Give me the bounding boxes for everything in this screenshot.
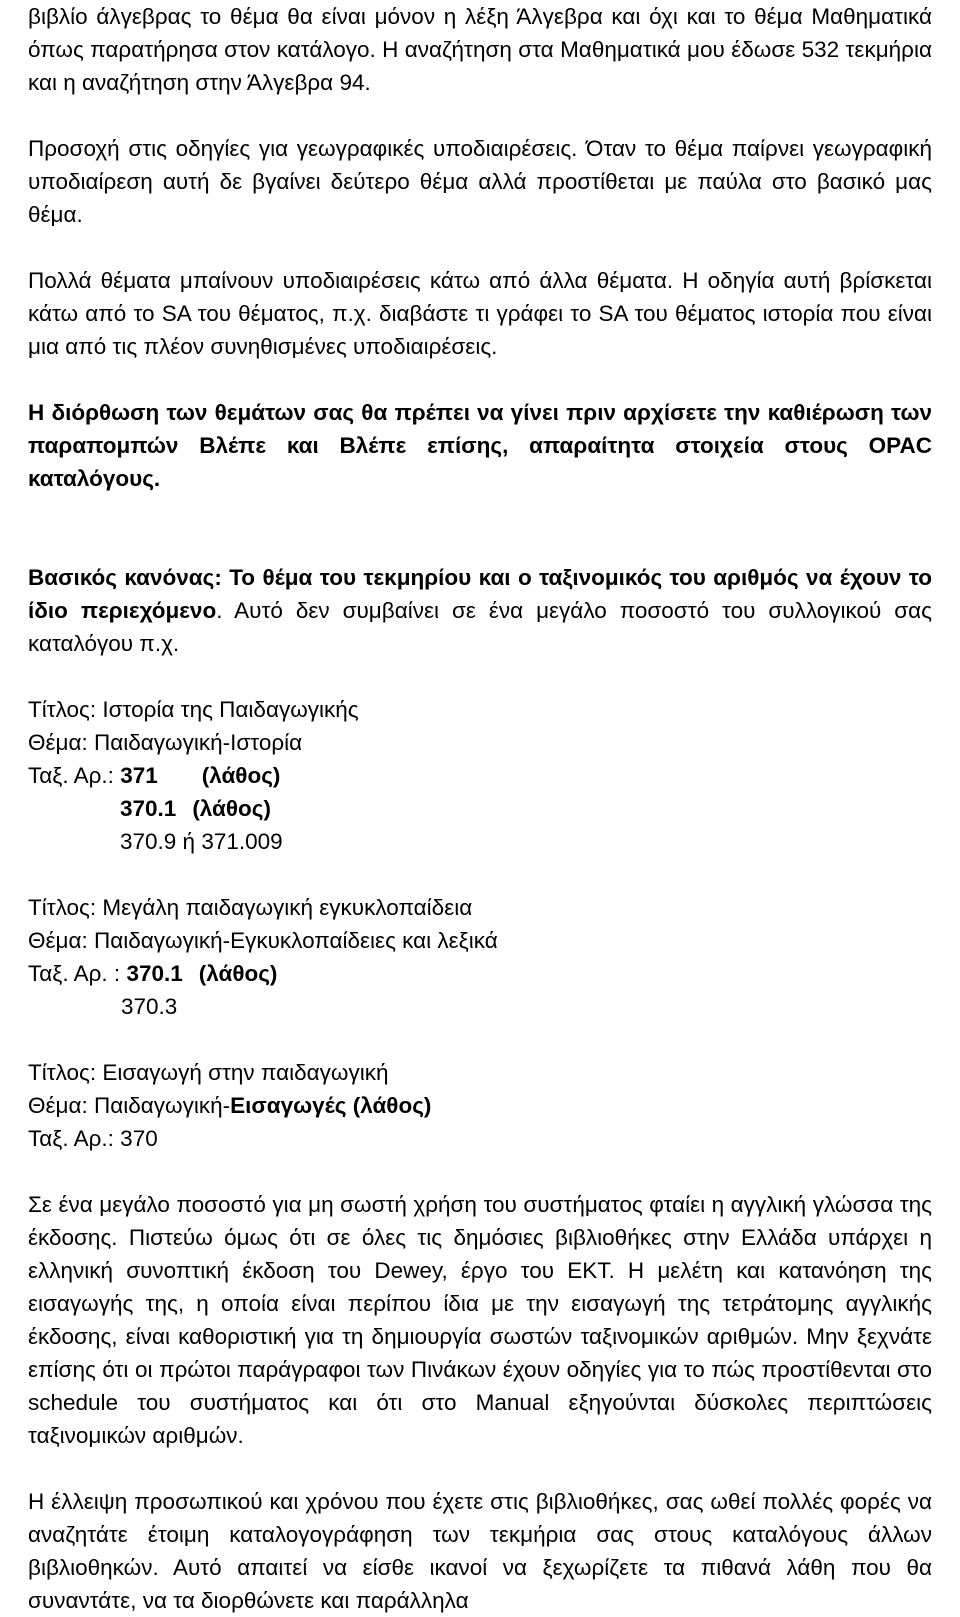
basic-rule-rest: . Αυτό δεν συμβαίνει σε ένα μεγάλο ποσοστό του συλλογικού σας καταλόγου π.χ. (28, 598, 933, 656)
example-1-value-2: 370.1 (120, 796, 177, 821)
example-1-correct-value: 370.9 ή 371.009 (120, 829, 283, 854)
example-3-class: Ταξ. Αρ.: 370 (28, 1126, 158, 1151)
example-3-subject (28, 1089, 932, 1122)
example-2-value-1: 370.1 (126, 961, 183, 986)
example-2-subject: Θέμα: Παιδαγωγική-Εγκυκλοπαίδειες και λεξικά (28, 928, 498, 953)
example-3 (28, 1056, 932, 1155)
paragraph-correction-before-references (28, 396, 932, 495)
example-1-subject: Θέμα: Παιδαγωγική-Ιστορία (28, 730, 303, 755)
example-2-error-1: (λάθος) (198, 961, 278, 986)
example-3-title: Τίτλος: Εισαγωγή στην παιδαγωγική (28, 1060, 389, 1085)
example-1 (28, 693, 932, 858)
example-2-correct-value: 370.3 (121, 994, 178, 1019)
paragraph-basic-rule (28, 561, 932, 660)
example-1-value-1: 371 (120, 763, 158, 788)
paragraph-subdivisions-under-subjects: Πολλά θέματα μπαίνουν υποδιαιρέσεις κάτω από άλλα θέματα. Η οδηγία αυτή βρίσκεται κάτω από το SA του θέματος, π.χ. διαβάστε τι γράφει το SA του θέματος ιστορία που είναι μια από τις πλέον συνηθισμένες υποδιαιρέσεις. (28, 268, 932, 359)
basic-rule-bold: Βασικός κανόνας: Το θέμα του τεκμηρίου και ο ταξινομικός του αριθμός να έχουν το ίδιο περιεχόμενο (28, 565, 932, 623)
example-1-class-line (28, 759, 932, 792)
example-1-error-1: (λάθος) (201, 763, 281, 788)
example-1-class-line-2 (28, 792, 932, 825)
paragraph-staff-shortage: Η έλλειψη προσωπικού και χρόνου που έχετε στις βιβλιοθήκες, σας ωθεί πολλές φορές να αναζητάτε έτοιμη καταλογογράφηση των τεκμήρια σας στους καταλόγους άλλων βιβλιοθηκών. Αυτό απαιτεί να είσθε ικανοί να ξεχωρίζετε τα πιθανά λάθη που θα συναντάτε, να τα διορθώνετε και παράλληλα (28, 1489, 932, 1613)
paragraph-geographic-subdivisions: Προσοχή στις οδηγίες για γεωγραφικές υποδιαιρέσεις. Όταν το θέμα παίρνει γεωγραφική υποδιαίρεση αυτή δε βγαίνει δεύτερο θέμα αλλά προστίθεται με παύλα στο βασικό μας θέμα. (28, 136, 932, 227)
example-3-subject-error: Εισαγωγές (λάθος) (230, 1093, 432, 1118)
example-1-title: Τίτλος: Ιστορία της Παιδαγωγικής (28, 697, 359, 722)
example-1-error-2: (λάθος) (192, 796, 271, 821)
example-2-title: Τίτλος: Μεγάλη παιδαγωγική εγκυκλοπαίδεια (28, 895, 473, 920)
paragraph-english-edition: Σε ένα μεγάλο ποσοστό για μη σωστή χρήση του συστήματος φταίει η αγγλική γλώσσα της έκδοσης. Πιστεύω όμως ότι σε όλες τις δημόσιες βιβλιοθήκες στην Ελλάδα υπάρχει η ελληνική συνοπτική έκδοση του Dewey, έργο του ΕΚΤ. Η μελέτη και κατανόηση της εισαγωγής της, η οποία είναι περίπου ίδια με την εισαγωγή της τετράτομης αγγλικής έκδοσης, είναι καθοριστική για τη δημιουργία σωστών ταξινομικών αριθμών. Μην ξεχνάτε επίσης ότι οι πρώτοι παράγραφοι των Πινάκων έχουν οδηγίες για το πώς προστίθενται στο schedule του συστήματος και ότι στο Manual εξηγούνται δύσκολες περιπτώσεις ταξινομικών αριθμών. (28, 1192, 932, 1448)
bold-correction-text: Η διόρθωση των θεμάτων σας θα πρέπει να γίνει πριν αρχίσετε την καθιέρωση των παραπομπών Βλέπε και Βλέπε επίσης, απαραίτητα στοιχεία στους OPAC καταλόγους. (28, 400, 932, 491)
example-1-class-label: Ταξ. Αρ.: (28, 763, 121, 788)
example-2-class-label: Ταξ. Αρ. : (28, 961, 127, 986)
example-3-subject-prefix: Θέμα: Παιδαγωγική- (28, 1093, 231, 1118)
paragraph-algebra-subject: βιβλίο άλγεβρας το θέμα θα είναι μόνον η λέξη Άλγεβρα και όχι και το θέμα Μαθηματικά όπως παρατήρησα στον κατάλογο. Η αναζήτηση στα Μαθηματικά μου έδωσε 532 τεκμήρια και η αναζήτηση στην Άλγεβρα 94. (28, 4, 932, 95)
example-2 (28, 891, 932, 1023)
example-2-class-line (28, 957, 932, 990)
